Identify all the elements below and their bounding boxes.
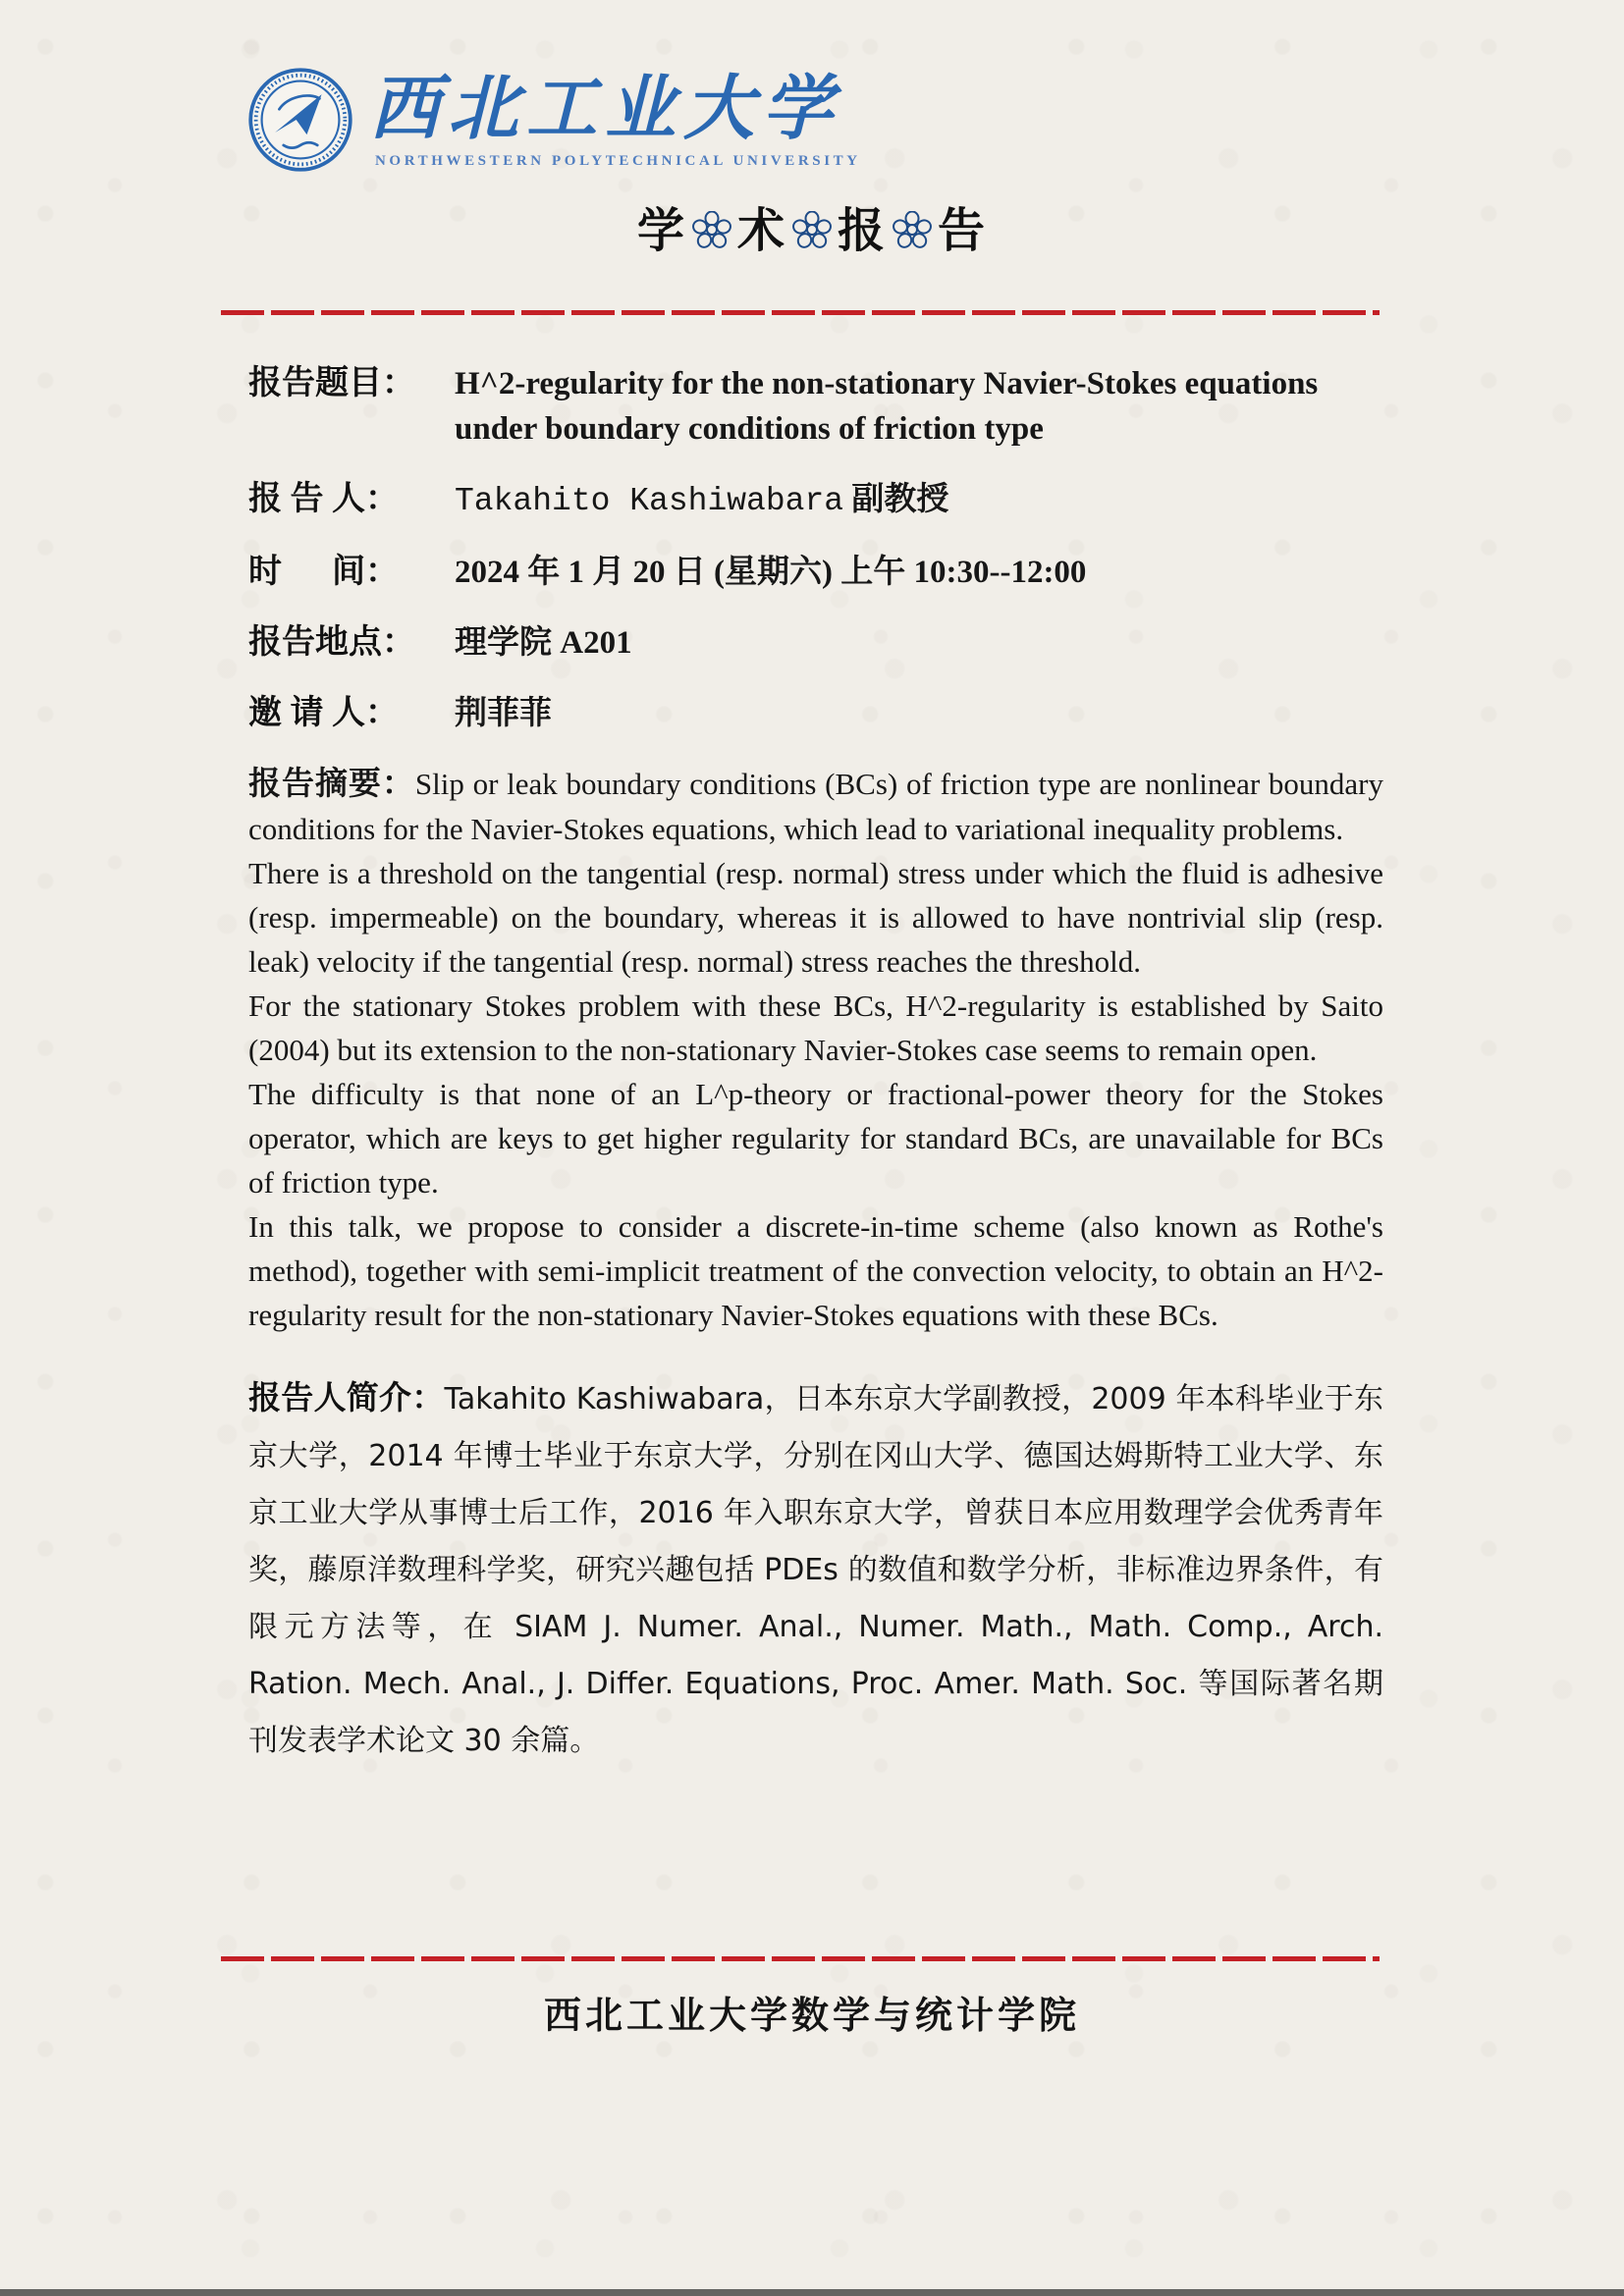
abstract-label: 报告摘要： [248, 767, 415, 802]
scan-edge-strip [0, 2289, 1624, 2296]
topic-label: 报告题目： [248, 365, 415, 401]
abstract-paragraph: There is a threshold on the tangential (resp. normal) stress under which the fluid is adhesive (resp. impermeable) on the boundary, whereas it is allowed to have nontrivial slip (resp. leak) velocity if the tangential (resp. normal) stress reaches the threshold. [248, 856, 1383, 979]
field-topic [248, 361, 1383, 452]
abstract-section [248, 762, 1383, 1337]
abstract-paragraph: For the stationary Stokes problem with these BCs, H^2-regularity is established by Saito (2004) but its extension to the non-stationary Navier-Stokes case seems to remain open. [248, 988, 1383, 1067]
florette-icon [893, 211, 932, 250]
title-char: 学 [636, 205, 686, 257]
announcement-body [248, 361, 1383, 1770]
title-char: 报 [838, 205, 888, 257]
university-logo [247, 67, 861, 173]
inviter-label: 邀 请 人： [248, 695, 399, 731]
abstract-paragraph [248, 762, 1383, 851]
time-value: 2024 年 1 月 20 日 (星期六) 上午 10:30--12:00 [455, 555, 1087, 590]
speaker-bio-section [248, 1370, 1383, 1770]
florette-icon [692, 211, 731, 250]
university-name-en: NORTHWESTERN POLYTECHNICAL UNIVERSITY [375, 153, 861, 169]
inviter-value: 荆菲菲 [455, 696, 552, 731]
page-title [0, 192, 1624, 260]
top-divider [221, 310, 1380, 315]
speaker-label: 报 告 人： [248, 481, 399, 517]
bio-text: Takahito Kashiwabara，日本东京大学副教授，2009 年本科毕业于东京大学，2014 年博士毕业于东京大学，分别在冈山大学、德国达姆斯特工业大学、东京工业大学从事博士后工作，2016 年入职东京大学，曾获日本应用数理学会优秀青年奖，藤原洋数理科学奖，研究兴趣包括 PDEs 的数值和数学分析，非标准边界条件，有限元方法等，在 SIAM J. Numer. Anal., Numer. Math., Math. Comp., Arch. Ration. Mech. Anal., J. Differ. Equations, Proc. Amer. Math. Soc. 等国际著名期刊发表学术论文 30 余篇。 [248, 1382, 1383, 1758]
field-inviter [248, 691, 1383, 736]
university-name-cn: 西北工业大学 [369, 70, 841, 148]
abstract-paragraph: The difficulty is that none of an L^p-theory or fractional-power theory for the Stokes operator, which are keys to get higher regularity for standard BCs, are unavailable for BCs of friction type. [248, 1077, 1383, 1200]
abstract-paragraph: In this talk, we propose to consider a discrete-in-time scheme (also known as Rothe's method), together with semi-implicit treatment of the convection velocity, to obtain an H^2-regularity result for the non-stationary Navier-Stokes equations with these BCs. [248, 1209, 1383, 1332]
bio-label: 报告人简介： [248, 1381, 445, 1416]
speaker-title: 副教授 [851, 482, 949, 517]
venue-value: 理学院 A201 [455, 625, 632, 661]
topic-value: H^2-regularity for the non-stationary Navier-Stokes equations under boundary conditions of friction type [455, 366, 1319, 447]
speaker-name: Takahito Kashiwabara [455, 483, 844, 519]
field-time [248, 550, 1383, 595]
bottom-divider [221, 1956, 1380, 1961]
npu-emblem-icon [247, 67, 353, 173]
speaker-value [455, 477, 948, 524]
venue-label: 报告地点： [248, 624, 415, 661]
field-speaker [248, 477, 1383, 524]
university-name-block [369, 67, 861, 170]
title-char: 术 [736, 205, 786, 257]
bio-paragraph [248, 1370, 1383, 1770]
title-char: 告 [938, 205, 988, 257]
abstract-text: Slip or leak boundary conditions (BCs) of friction type are nonlinear boundary conditions for the Navier-Stokes equations, which lead to variational inequality problems. [248, 767, 1383, 846]
time-label: 时 间： [248, 554, 399, 590]
field-venue [248, 620, 1383, 666]
florette-icon [792, 211, 832, 250]
organizer-footer: 西北工业大学数学与统计学院 [543, 1996, 1080, 2037]
